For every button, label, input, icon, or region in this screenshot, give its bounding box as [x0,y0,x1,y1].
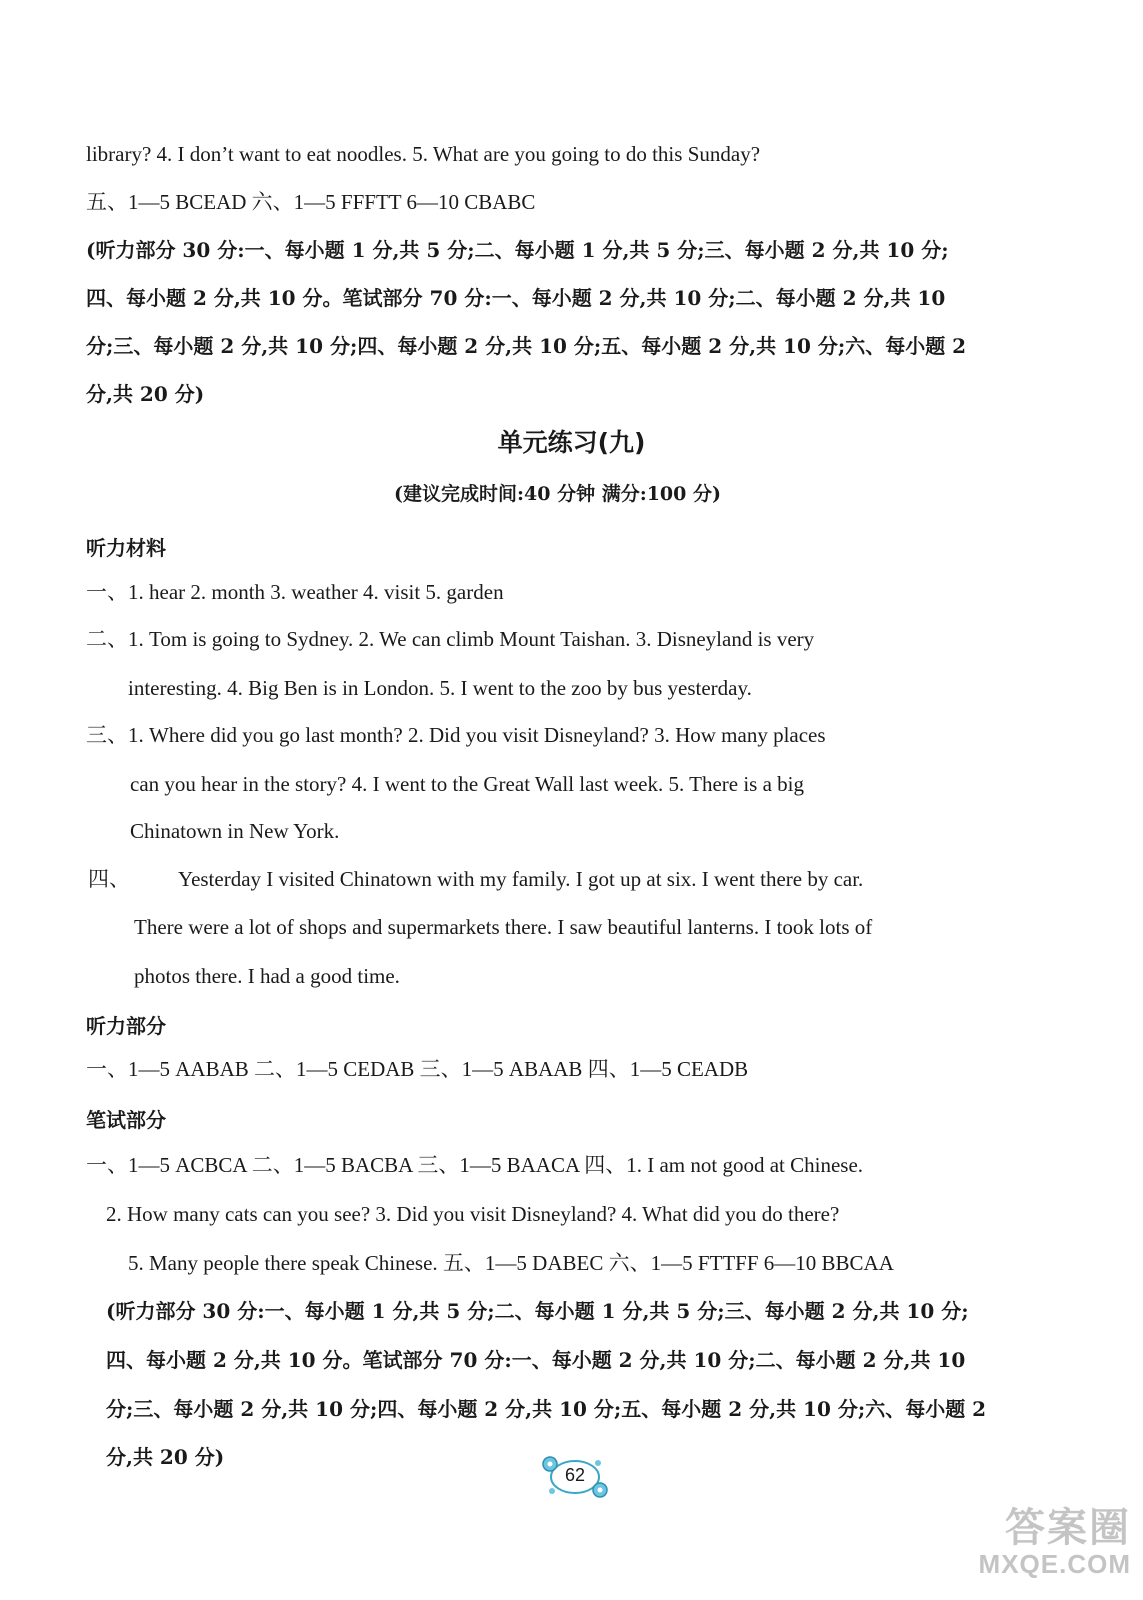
written-scoring-line-2: 四、每小题 2 分,共 10 分。笔试部分 70 分:一、每小题 2 分,共 10 分;二、每小题 2 分,共 10 [106,1348,966,1372]
listening-material-line: 一、1. hear 2. month 3. weather 4. visit 5. garden [86,580,504,604]
listening-material-line: Chinatown in New York. [130,819,340,843]
listening-material-heading: 听力材料 [86,536,166,560]
top-scoring-line-1: (听力部分 30 分:一、每小题 1 分,共 5 分;二、每小题 1 分,共 5 分;三、每小题 2 分,共 10 分; [86,238,949,262]
watermark-logo-text: 答案圈 [1005,1506,1131,1550]
passage-line: Yesterday I visited Chinatown with my family. I got up at six. I went there by car. [178,867,864,891]
listening-material-line: 三、1. Where did you go last month? 2. Did you visit Disneyland? 3. How many places [86,723,826,747]
listening-material-line: interesting. 4. Big Ben is in London. 5. I went to the zoo by bus yesterday. [128,676,752,700]
unit-title: 单元练习(九) [497,428,646,457]
watermark-url: MXQE.COM [978,1549,1131,1579]
top-scoring-line-4: 分,共 20 分) [86,382,205,406]
top-line-2: 五、1—5 BCEAD 六、1—5 FFFTT 6—10 CBABC [86,190,536,214]
listening-material-line: 二、1. Tom is going to Sydney. 2. We can climb Mount Taishan. 3. Disneyland is very [86,627,815,651]
passage-line: photos there. I had a good time. [134,964,400,988]
top-line-1: library? 4. I don’t want to eat noodles. 5. What are you going to do this Sunday? [86,142,761,166]
watermark [979,1506,1131,1578]
listening-part-answers: 一、1—5 AABAB 二、1—5 CEDAB 三、1—5 ABAAB 四、1—5 CEADB [86,1057,749,1081]
written-part-line: 2. How many cats can you see? 3. Did you visit Disneyland? 4. What did you do there? [106,1202,840,1226]
written-part-line: 一、1—5 ACBCA 二、1—5 BACBA 三、1—5 BAACA 四、1. I am not good at Chinese. [86,1153,864,1177]
top-scoring-line-2: 四、每小题 2 分,共 10 分。笔试部分 70 分:一、每小题 2 分,共 10 分;二、每小题 2 分,共 10 [86,286,946,310]
written-scoring-line-4: 分,共 20 分) [106,1445,225,1469]
listening-material-line: can you hear in the story? 4. I went to the Great Wall last week. 5. There is a big [130,772,804,796]
written-part-line: 5. Many people there speak Chinese. 五、1—5 DABEC 六、1—5 FTTFF 6—10 BBCAA [128,1251,894,1275]
unit-subtitle: (建议完成时间:40 分钟 满分:100 分) [394,483,721,505]
written-scoring-line-1: (听力部分 30 分:一、每小题 1 分,共 5 分;二、每小题 1 分,共 5 分;三、每小题 2 分,共 10 分; [106,1299,969,1323]
passage-line: There were a lot of shops and supermarkets there. I saw beautiful lanterns. I took lots of [134,915,873,939]
page-number: 62 [564,1465,586,1485]
written-part-heading: 笔试部分 [86,1108,166,1132]
top-scoring-line-3: 分;三、每小题 2 分,共 10 分;四、每小题 2 分,共 10 分;五、每小题 2 分,共 10 分;六、每小题 2 [86,334,967,358]
page-number-badge [540,1453,610,1501]
written-scoring-line-3: 分;三、每小题 2 分,共 10 分;四、每小题 2 分,共 10 分;五、每小题 2 分,共 10 分;六、每小题 2 [106,1397,987,1421]
section-4-label: 四、 [88,867,130,891]
listening-part-heading: 听力部分 [86,1014,166,1038]
